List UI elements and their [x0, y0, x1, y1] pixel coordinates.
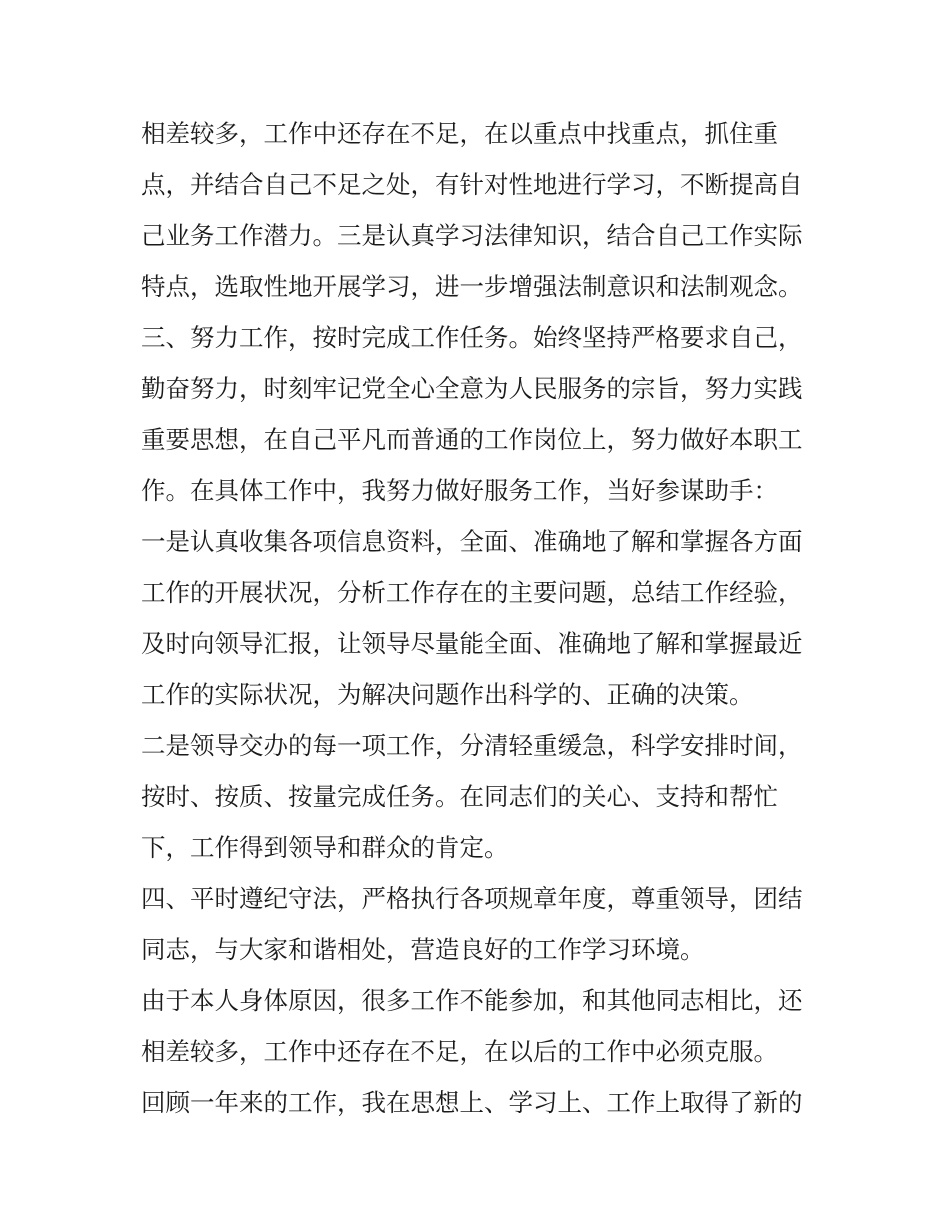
text-line: 二是领导交办的每一项工作，分清轻重缓急，科学安排时间，	[141, 731, 803, 760]
text-line: 由于本人身体原因，很多工作不能参加，和其他同志相比，还	[141, 986, 803, 1015]
text-line: 四、平时遵纪守法，严格执行各项规章年度，尊重领导，团结	[141, 884, 803, 913]
text-line: 同志，与大家和谐相处，营造良好的工作学习环境。	[141, 935, 705, 964]
text-line: 工作的实际状况，为解决问题作出科学的、正确的决策。	[141, 680, 754, 709]
text-line: 三、努力工作，按时完成工作任务。始终坚持严格要求自己，	[141, 323, 803, 352]
text-line: 下，工作得到领导和群众的肯定。	[141, 833, 509, 862]
text-line: 己业务工作潜力。三是认真学习法律知识，结合自己工作实际	[141, 221, 803, 250]
text-line: 重要思想，在自己平凡而普通的工作岗位上，努力做好本职工	[141, 425, 803, 454]
text-line: 勤奋努力，时刻牢记党全心全意为人民服务的宗旨，努力实践	[141, 374, 803, 403]
text-line: 相差较多，工作中还存在不足，在以后的工作中必须克服。	[141, 1037, 778, 1066]
text-line: 及时向领导汇报，让领导尽量能全面、准确地了解和掌握最近	[141, 629, 803, 658]
text-line: 按时、按质、按量完成任务。在同志们的关心、支持和帮忙	[141, 782, 778, 811]
text-line: 工作的开展状况，分析工作存在的主要问题，总结工作经验，	[141, 578, 803, 607]
text-line: 相差较多，工作中还存在不足，在以重点中找重点，抓住重	[141, 119, 778, 148]
text-line: 回顾一年来的工作，我在思想上、学习上、工作上取得了新的	[141, 1088, 803, 1117]
text-line: 作。在具体工作中，我努力做好服务工作，当好参谋助手：	[141, 476, 778, 505]
text-line: 点，并结合自己不足之处，有针对性地进行学习，不断提高自	[141, 170, 803, 199]
text-line: 一是认真收集各项信息资料，全面、准确地了解和掌握各方面	[141, 527, 803, 556]
text-line: 特点，选取性地开展学习，进一步增强法制意识和法制观念。	[141, 272, 803, 301]
body-text	[141, 108, 821, 1128]
